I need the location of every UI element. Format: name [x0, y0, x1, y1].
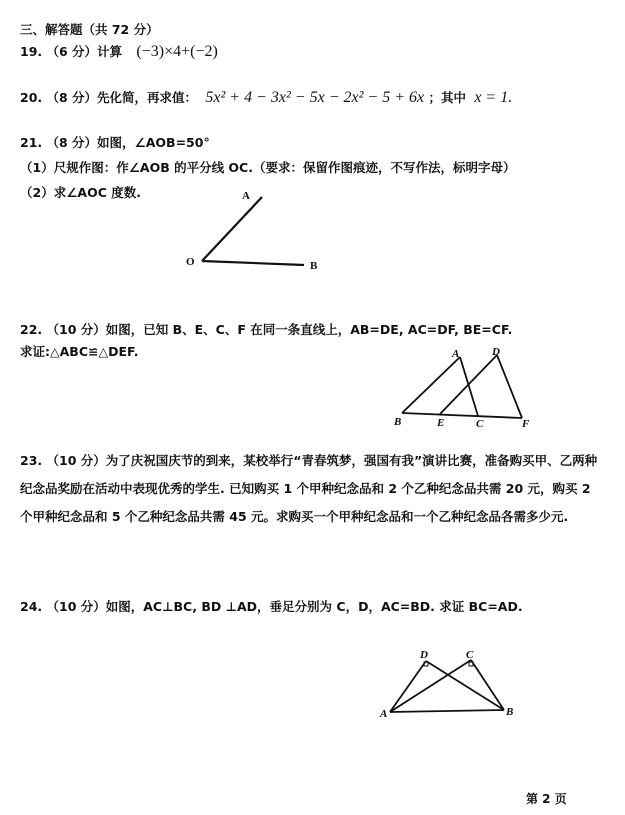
- side-ab: [390, 710, 504, 712]
- label-e: E: [437, 417, 445, 429]
- label-a: A: [242, 190, 250, 202]
- page-number: 第 2 页: [526, 792, 567, 806]
- side-ab: [402, 357, 460, 413]
- label-d: D: [492, 346, 500, 358]
- q21-part2: （2）求∠AOC 度数.: [20, 185, 141, 200]
- label-d: D: [420, 649, 428, 661]
- q22-stem: 22. （10 分）如图，已知 B、E、C、F 在同一条直线上，AB=DE, AC=DF, BE=CF.: [20, 322, 513, 337]
- side-ad: [390, 661, 426, 712]
- q20-condition-prefix: ；其中: [428, 90, 466, 105]
- ray-oa: [202, 197, 262, 261]
- label-a: A: [452, 348, 460, 360]
- q20-prefix: 20. （8 分）先化简，再求值：: [20, 90, 198, 105]
- q22-prove: 求证:△ABC≌△DEF.: [20, 344, 139, 359]
- label-b: B: [506, 706, 514, 718]
- question-19: [20, 42, 218, 61]
- q24-figure: [378, 645, 528, 725]
- side-ac: [390, 660, 471, 712]
- question-23: 23. （10 分）为了庆祝国庆节的到来，某校举行“青春筑梦，强国有我”演讲比赛，准备购买甲、乙两种纪念品奖励在活动中表现优秀的学生. 已知购买 1 个甲种纪念品和 2 个乙种纪念品共需 20 元，购买 2 个甲种纪念品和 5 个乙种纪念品共需 45 元。求购买一个甲种纪念品和一个乙种纪念品各需多少元.: [20, 453, 598, 524]
- ray-ob: [202, 261, 304, 265]
- q19-expression: (−3)×4+(−2): [136, 43, 218, 60]
- side-bc: [471, 660, 504, 710]
- section-title: 三、解答题（共 72 分）: [20, 22, 159, 37]
- label-b: B: [394, 416, 402, 428]
- q21-stem: 21. （8 分）如图，∠AOB=50°: [20, 135, 210, 150]
- label-o: O: [186, 256, 195, 268]
- q22-triangles-figure: [390, 345, 540, 430]
- question-24: 24. （10 分）如图，AC⊥BC, BD ⊥AD，垂足分别为 C，D，AC=BD. 求证 BC=AD.: [20, 599, 523, 614]
- label-c: C: [476, 418, 484, 430]
- side-df: [497, 355, 522, 418]
- q21-angle-figure: [180, 185, 330, 280]
- line-bf: [402, 413, 522, 418]
- label-c: C: [466, 649, 474, 661]
- q20-expression: 5x² + 4 − 3x² − 5x − 2x² − 5 + 6x: [205, 89, 425, 106]
- side-ac: [460, 357, 478, 416]
- q19-prefix: 19. （6 分）计算: [20, 44, 123, 59]
- side-de: [440, 355, 497, 414]
- q21-part1: （1）尺规作图：作∠AOB 的平分线 OC.（要求：保留作图痕迹，不写作法，标明字母）: [20, 160, 516, 175]
- question-20: [20, 88, 512, 107]
- q20-condition: x = 1.: [474, 89, 513, 106]
- side-bd: [426, 661, 504, 710]
- label-a: A: [380, 708, 388, 720]
- label-f: F: [522, 418, 530, 430]
- label-b: B: [310, 260, 318, 272]
